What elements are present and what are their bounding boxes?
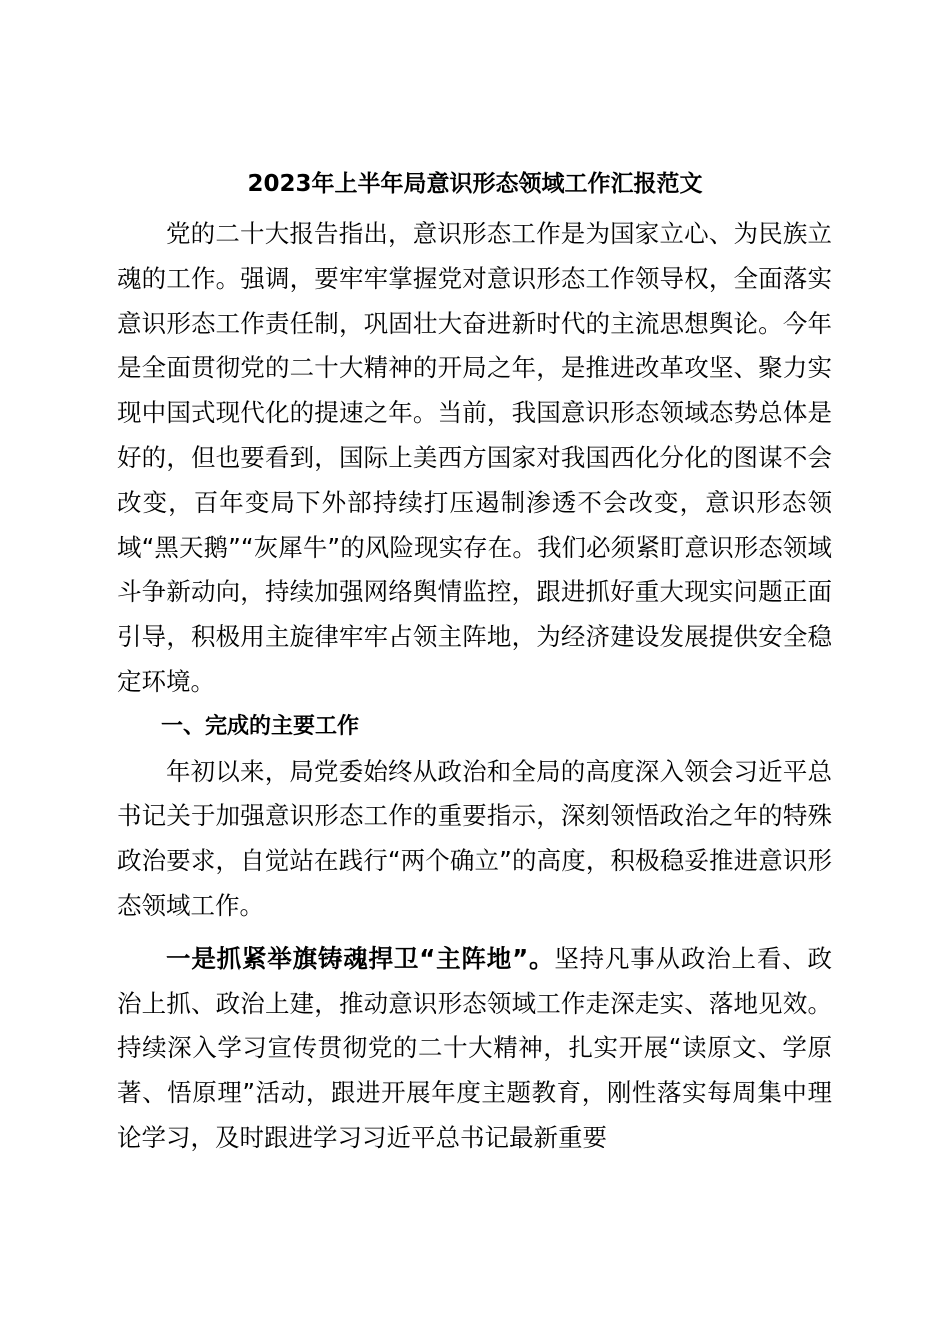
point-text: 坚持凡事从政治上看、政治上抓、政治上建，推动意识形态领域工作走深走实、落地见效。持续深入学习宣传贯彻党的二十大精神，扎实开展“读原文、学原著、悟原理”活动，跟进开展年度主题教育，刚性落实每周集中理论学习，及时跟进学习习近平总书记最新重要 [117, 943, 833, 1152]
intro-paragraph: 党的二十大报告指出，意识形态工作是为国家立心、为民族立魂的工作。强调，要牢牢掌握党对意识形态工作领导权，全面落实意识形态工作责任制，巩固壮大奋进新时代的主流思想舆论。今年是全面贯彻党的二十大精神的开局之年，是推进改革攻坚、聚力实现中国式现代化的提速之年。当前，我国意识形态领域态势总体是好的，但也要看到，国际上美西方国家对我国西化分化的图谋不会改变，百年变局下外部持续打压遏制渗透不会改变，意识形态领域“黑天鹅”“灰犀牛”的风险现实存在。我们必须紧盯意识形态领域斗争新动向，持续加强网络舆情监控，跟进抓好重大现实问题正面引导，积极用主旋律牢牢占领主阵地，为经济建设发展提供安全稳定环境。 [117, 219, 832, 696]
point-lead: 一是抓紧举旗铸魂捍卫“主阵地”。 [166, 943, 555, 973]
section-paragraph: 年初以来，局党委始终从政治和全局的高度深入领会习近平总书记关于加强意识形态工作的重要指示，深刻领悟政治之年的特殊政治要求，自觉站在践行“两个确立”的高度，积极稳妥推进意识形态领域工作。 [117, 756, 832, 920]
document-body [117, 212, 832, 1161]
document-title: 2023年上半年局意识形态领域工作汇报范文 [247, 171, 703, 197]
point-paragraph [117, 937, 832, 1161]
section-heading: 一、完成的主要工作 [161, 713, 360, 739]
